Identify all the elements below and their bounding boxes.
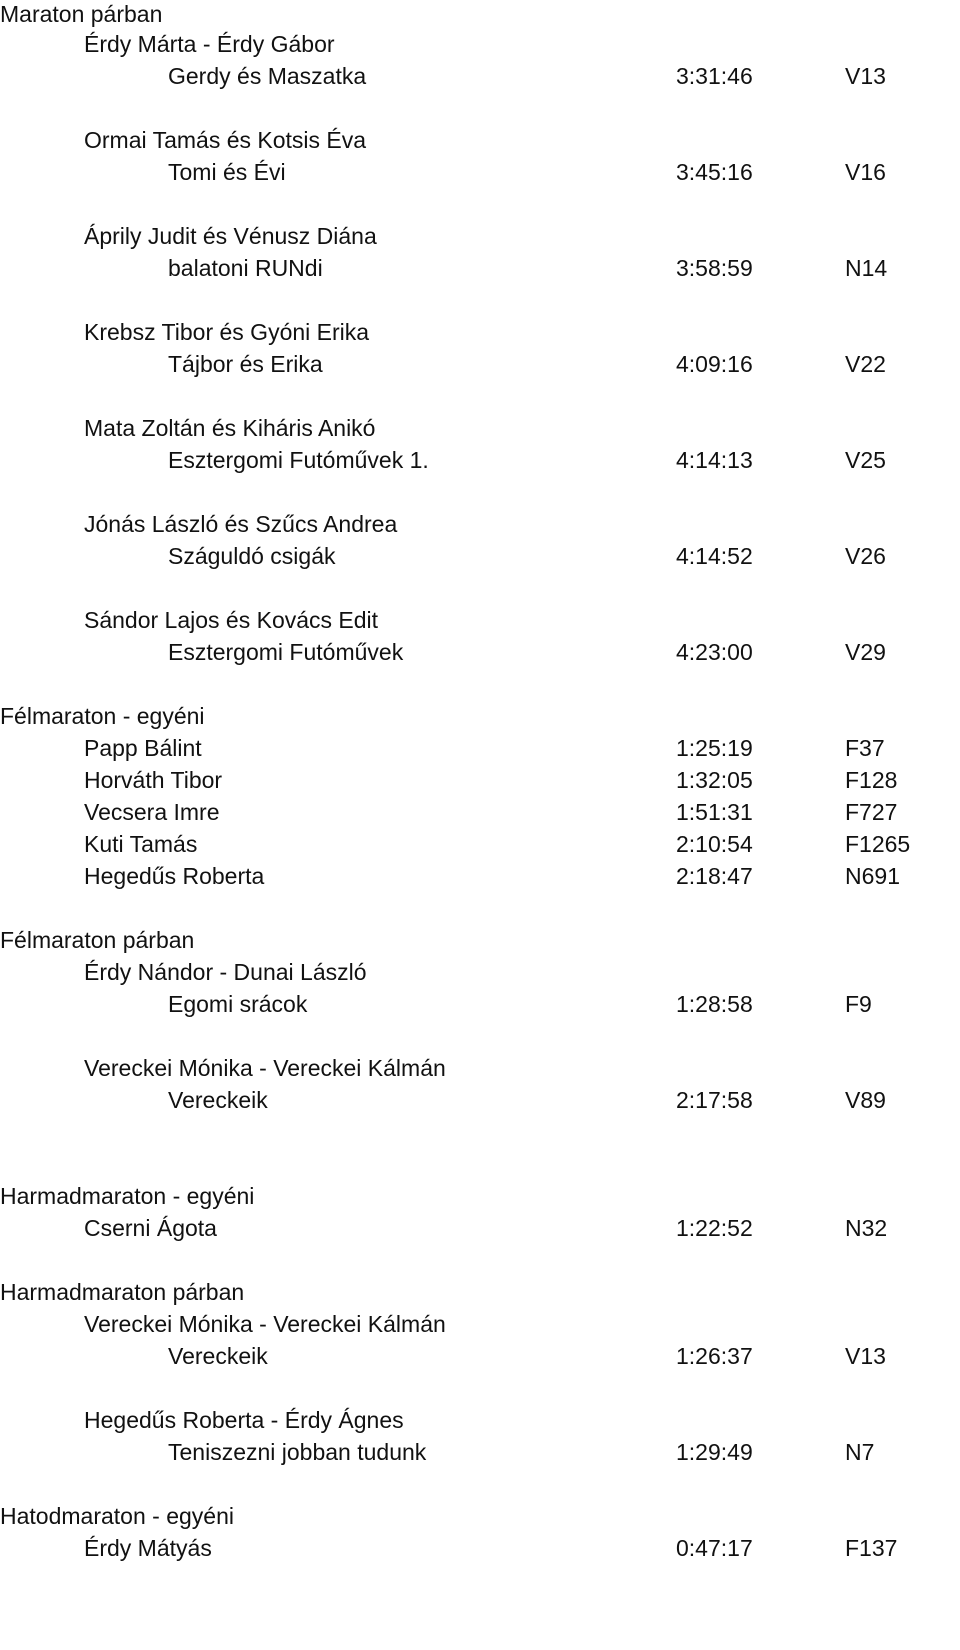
team-name: Vereckeik [168, 1343, 268, 1369]
runner-name: Cserni Ágota [84, 1215, 217, 1241]
rank-label: F137 [845, 1535, 898, 1561]
finish-time: 1:22:52 [676, 1215, 753, 1241]
finish-time: 1:29:49 [676, 1439, 753, 1465]
team-name: Teniszezni jobban tudunk [168, 1439, 427, 1465]
rank-label: F1265 [845, 831, 911, 857]
finish-time: 2:17:58 [676, 1087, 753, 1113]
rank-label: V26 [845, 543, 886, 569]
runner-name: Papp Bálint [84, 735, 202, 761]
finish-time: 1:25:19 [676, 735, 753, 761]
finish-time: 1:28:58 [676, 991, 753, 1017]
team-name: Gerdy és Maszatka [168, 63, 367, 89]
runner-name: Hegedűs Roberta [84, 863, 265, 889]
rank-label: V29 [845, 639, 886, 665]
rank-label: F37 [845, 735, 885, 761]
runner-name: Vecsera Imre [84, 799, 220, 825]
rank-label: V22 [845, 351, 886, 377]
team-name: Esztergomi Futóművek 1. [168, 447, 429, 473]
team-name: balatoni RUNdi [168, 255, 323, 281]
rank-label: V13 [845, 63, 886, 89]
rank-label: F727 [845, 799, 898, 825]
finish-time: 3:31:46 [676, 63, 753, 89]
rank-label: V25 [845, 447, 886, 473]
team-name: Tomi és Évi [168, 159, 286, 185]
section-title: Maraton párban [0, 1, 163, 27]
finish-time: 2:10:54 [676, 831, 753, 857]
pair-names: Jónás László és Szűcs Andrea [84, 511, 398, 537]
finish-time: 3:45:16 [676, 159, 753, 185]
finish-time: 0:47:17 [676, 1535, 753, 1561]
section-title: Harmadmaraton - egyéni [0, 1183, 255, 1209]
rank-label: F9 [845, 991, 872, 1017]
rank-label: V13 [845, 1343, 886, 1369]
pair-names: Érdy Nándor - Dunai László [84, 959, 367, 985]
runner-name: Érdy Mátyás [84, 1535, 212, 1561]
pair-names: Hegedűs Roberta - Érdy Ágnes [84, 1407, 404, 1433]
pair-names: Érdy Márta - Érdy Gábor [84, 31, 335, 57]
finish-time: 1:32:05 [676, 767, 753, 793]
finish-time: 3:58:59 [676, 255, 753, 281]
runner-name: Kuti Tamás [84, 831, 198, 857]
rank-label: N7 [845, 1439, 875, 1465]
runner-name: Horváth Tibor [84, 767, 223, 793]
finish-time: 4:14:52 [676, 543, 753, 569]
pair-names: Vereckei Mónika - Vereckei Kálmán [84, 1055, 446, 1081]
team-name: Tájbor és Erika [168, 351, 323, 377]
team-name: Száguldó csigák [168, 543, 336, 569]
pair-names: Vereckei Mónika - Vereckei Kálmán [84, 1311, 446, 1337]
section-title: Hatodmaraton - egyéni [0, 1503, 234, 1529]
rank-label: N14 [845, 255, 888, 281]
finish-time: 4:14:13 [676, 447, 753, 473]
rank-label: F128 [845, 767, 898, 793]
section-title: Félmaraton - egyéni [0, 703, 205, 729]
rank-label: V16 [845, 159, 886, 185]
pair-names: Mata Zoltán és Kiháris Anikó [84, 415, 376, 441]
team-name: Egomi srácok [168, 991, 308, 1017]
rank-label: V89 [845, 1087, 886, 1113]
finish-time: 4:09:16 [676, 351, 753, 377]
pair-names: Krebsz Tibor és Gyóni Erika [84, 319, 370, 345]
section-title: Félmaraton párban [0, 927, 195, 953]
rank-label: N691 [845, 863, 900, 889]
finish-time: 2:18:47 [676, 863, 753, 889]
finish-time: 1:51:31 [676, 799, 753, 825]
pair-names: Ormai Tamás és Kotsis Éva [84, 127, 367, 153]
team-name: Esztergomi Futóművek [168, 639, 404, 665]
team-name: Vereckeik [168, 1087, 268, 1113]
finish-time: 4:23:00 [676, 639, 753, 665]
pair-names: Áprily Judit és Vénusz Diána [84, 223, 377, 249]
finish-time: 1:26:37 [676, 1343, 753, 1369]
section-title: Harmadmaraton párban [0, 1279, 245, 1305]
rank-label: N32 [845, 1215, 888, 1241]
pair-names: Sándor Lajos és Kovács Edit [84, 607, 379, 633]
